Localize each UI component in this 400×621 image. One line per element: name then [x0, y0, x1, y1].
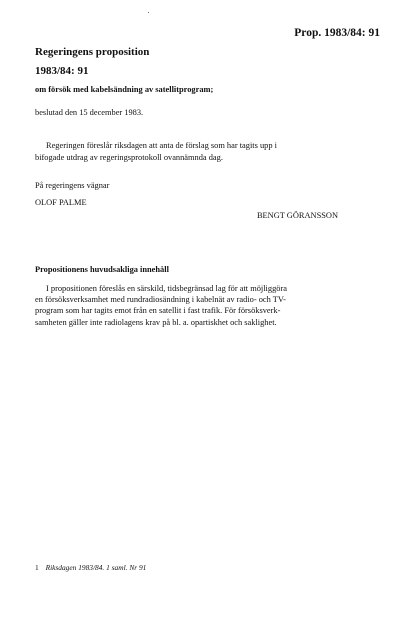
document-number: 1983/84: 91: [35, 65, 89, 77]
minister-signature: BENGT GÖRANSSON: [256, 211, 338, 220]
document-title: Regeringens proposition: [35, 46, 150, 58]
on-behalf-line: På regeringens vägnar: [35, 181, 110, 190]
proposition-reference: Prop. 1983/84: 91: [294, 27, 380, 39]
summary-line: program som har tagits emot från en satellit i fast trafik. För försöksverk-: [35, 306, 281, 316]
intro-line: Regeringen föreslår riksdagen att anta de förslag som har tagits upp i: [46, 141, 277, 150]
summary-paragraph: [35, 283, 305, 328]
summary-heading: Propositionens huvudsakliga innehåll: [35, 265, 169, 274]
page-footer: [35, 563, 146, 572]
page-number: 1: [35, 563, 39, 572]
intro-line: bifogade utdrag av regeringsprotokoll ovannämnda dag.: [35, 152, 223, 162]
intro-paragraph: [35, 140, 305, 163]
summary-line: en försöksverksamhet med rundradiosändning i kabelnät av radio- och TV-: [35, 295, 286, 305]
scan-speck: [148, 12, 149, 13]
summary-line: samheten gäller inte radiolagens krav på bl. a. opartiskhet och saklighet.: [35, 317, 277, 327]
decision-date: beslutad den 15 december 1983.: [35, 108, 144, 117]
summary-line: I propositionen föreslås en särskild, tidsbegränsad lag för att möjliggöra: [46, 284, 287, 293]
document-subject: om försök med kabelsändning av satellitprogram;: [35, 85, 214, 94]
footer-source: Riksdagen 1983/84. 1 saml. Nr 91: [45, 563, 147, 572]
prime-minister-signature: OLOF PALME: [35, 198, 87, 207]
